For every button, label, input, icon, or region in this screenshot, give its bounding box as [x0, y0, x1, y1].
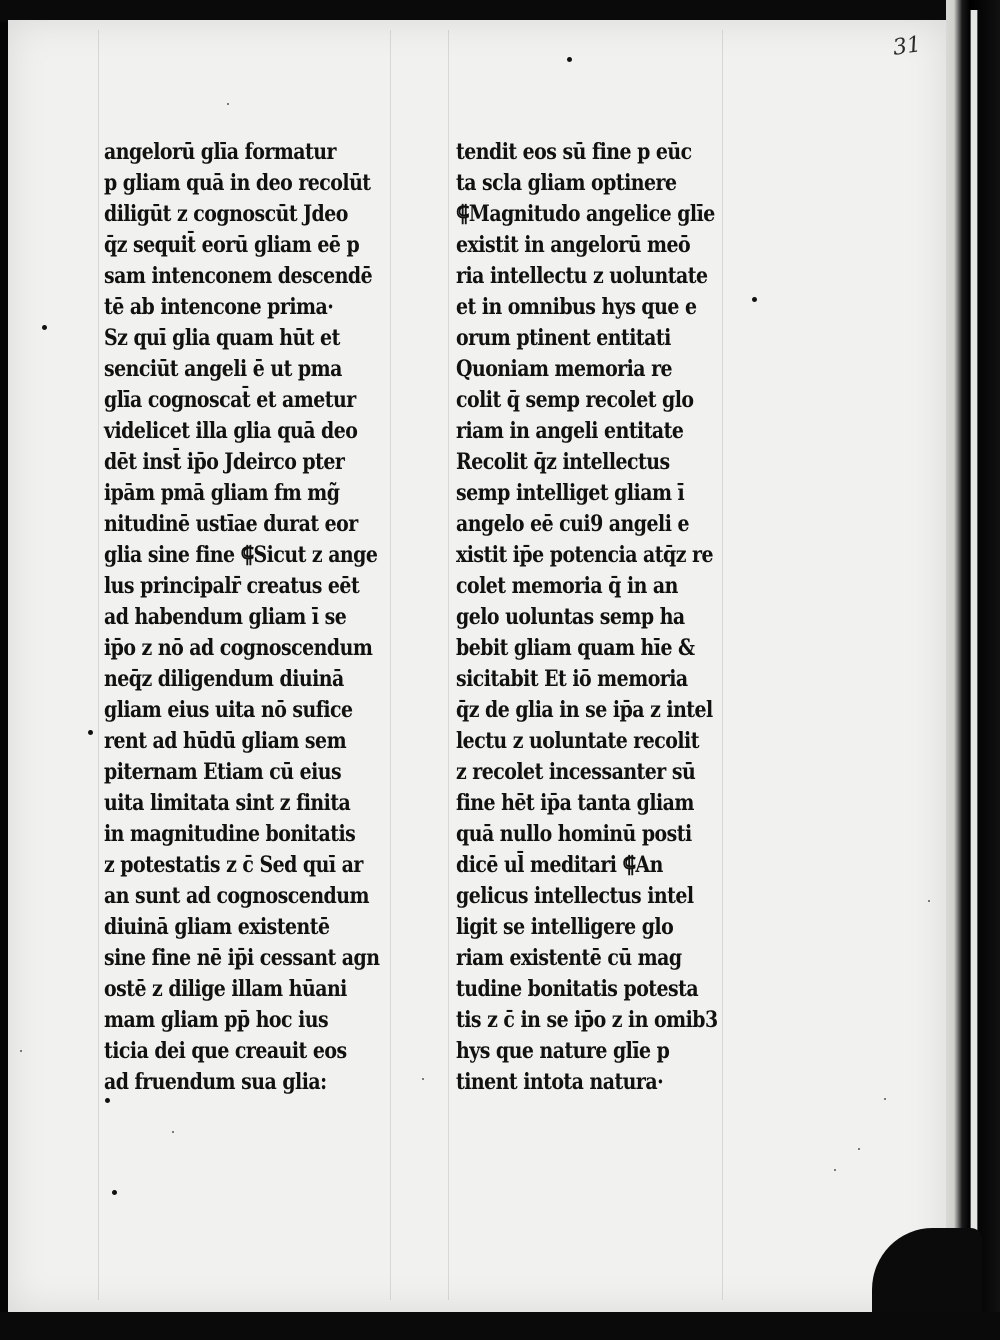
- ink-speck: [422, 1078, 424, 1080]
- right-column-line: angelo eē cui9 angeli e: [456, 511, 689, 537]
- page-fore-edge: [970, 10, 978, 1300]
- ruling-line: [448, 30, 449, 1300]
- right-column-line: existit in angelorū meō: [456, 232, 691, 258]
- right-column-line: tudine bonitatis potesta: [456, 976, 699, 1002]
- right-column-line: ria intellectu z uoluntate: [456, 263, 708, 289]
- left-column-line: glīa cognoscat̄ et ametur: [104, 387, 356, 413]
- right-column-line: hys que nature glīe p: [456, 1038, 670, 1064]
- right-column-line: colit q̄ semp recolet glo: [456, 387, 694, 413]
- right-column-line: semp intelliget gliam ī: [456, 480, 685, 506]
- left-column-line: angelorū glīa formatur: [104, 139, 336, 165]
- right-column-line: gelicus intellectus intel: [456, 883, 694, 909]
- ink-dot: [567, 57, 572, 62]
- ink-dot: [752, 297, 757, 302]
- right-column-line: orum ptinent entitati: [456, 325, 671, 351]
- left-column-line: ad habendum gliam ī se: [104, 604, 347, 630]
- left-column-line: neq̄z diligendum diuinā: [104, 666, 344, 692]
- ruling-line: [98, 30, 99, 1300]
- ink-speck: [20, 1050, 22, 1052]
- left-text-column: [104, 137, 424, 1098]
- right-column-line: et in omnibus hys que e: [456, 294, 697, 320]
- right-column-line: fine hēt ip̄a tanta gliam: [456, 790, 694, 816]
- ink-speck: [858, 1148, 860, 1150]
- left-column-line: nitudinē ustīae durat eor: [104, 511, 358, 537]
- left-column-line: ipām pmā gliam fm mg̃: [104, 480, 340, 506]
- right-column-line: tendit eos sū fine p eūc: [456, 139, 692, 165]
- right-column-line: gelo uoluntas semp ha: [456, 604, 685, 630]
- left-column-line: Sz quī glia quam hūt et: [104, 325, 340, 351]
- right-column-line: Recolit q̄z intellectus: [456, 449, 670, 475]
- ink-speck: [834, 1169, 836, 1171]
- right-column-line: riam in angeli entitate: [456, 418, 684, 444]
- ink-speck: [172, 1131, 174, 1133]
- left-column-line: senciūt angeli ē ut pma: [104, 356, 342, 382]
- right-column-line: lectu z uoluntate recolit: [456, 728, 699, 754]
- right-column-line: tis z c̄ in se ip̄o z in omib3: [456, 1007, 718, 1033]
- left-column-line: mam gliam pp̄ hoc ius: [104, 1007, 329, 1033]
- left-column-line: p gliam quā in deo recolūt: [104, 170, 371, 196]
- left-column-line: rent ad hūdū gliam sem: [104, 728, 347, 754]
- ink-dot: [105, 1098, 110, 1103]
- right-column-line: z recolet incessanter sū: [456, 759, 696, 785]
- left-column-line: in magnitudine bonitatis: [104, 821, 356, 847]
- left-column-line: ip̄o z nō ad cognoscendum: [104, 635, 373, 661]
- ink-dot: [88, 730, 93, 735]
- right-text-column: [456, 137, 776, 1098]
- right-column-line: ⸿Magnitudo angelice glīe: [456, 201, 715, 227]
- left-column-line: ad fruendum sua glia:: [104, 1069, 327, 1095]
- left-column-line: piternam Etiam cū eius: [104, 759, 342, 785]
- left-column-line: gliam eius uita nō sufice: [104, 697, 353, 723]
- left-column-line: tē ab intencone prima·: [104, 294, 334, 320]
- ink-dot: [42, 325, 47, 330]
- right-column-line: colet memoria q̄ in an: [456, 573, 678, 599]
- left-column-line: sine fine nē ip̄i cessant agn: [104, 945, 380, 971]
- scan-bottom-border: [0, 1312, 1000, 1340]
- right-column-line: tinent intota natura·: [456, 1069, 664, 1095]
- left-column-line: ostē z dilige illam hūani: [104, 976, 347, 1002]
- left-column-line: glia sine fine ⸿Sicut z ange: [104, 542, 378, 568]
- right-column-line: bebit gliam quam hīe &: [456, 635, 695, 661]
- left-column-line: ticia dei que creauit eos: [104, 1038, 347, 1064]
- right-column-line: quā nullo hominū posti: [456, 821, 692, 847]
- right-column-line: q̄z de glia in se ip̄a z intel: [456, 697, 713, 723]
- scan-top-border: [0, 0, 1000, 22]
- folio-number: 31: [891, 32, 923, 61]
- right-column-line: xistit ip̄e potencia atq̄z re: [456, 542, 713, 568]
- left-column-line: q̄z sequit̄ eorū gliam eē p: [104, 232, 360, 258]
- ink-speck: [928, 900, 930, 902]
- left-column-line: sam intenconem descendē: [104, 263, 373, 289]
- left-column-line: z potestatis z c̄ Sed quī ar: [104, 852, 363, 878]
- left-column-line: lus principalr̄ creatus eēt: [104, 573, 360, 599]
- right-column-line: ta scla gliam optinere: [456, 170, 677, 196]
- left-column-line: an sunt ad cognoscendum: [104, 883, 370, 909]
- right-column-line: sicitabit Et iō memoria: [456, 666, 688, 692]
- right-column-line: Quoniam memoria re: [456, 356, 673, 382]
- left-column-line: uita limitata sint z finita: [104, 790, 351, 816]
- right-column-line: ligit se intelligere glo: [456, 914, 674, 940]
- left-column-line: diuinā gliam existentē: [104, 914, 330, 940]
- left-column-line: dēt inst̄ ip̄o Jdeirco pter: [104, 449, 345, 475]
- ink-speck: [884, 1098, 886, 1100]
- left-column-line: videlicet illa glia quā deo: [104, 418, 358, 444]
- ink-dot: [112, 1190, 117, 1195]
- right-column-line: riam existentē cū mag: [456, 945, 682, 971]
- ink-speck: [227, 103, 229, 105]
- left-column-line: diligūt z cognoscūt Jdeo: [104, 201, 348, 227]
- right-column-line: dicē ul̄ meditari ⸿An: [456, 852, 663, 878]
